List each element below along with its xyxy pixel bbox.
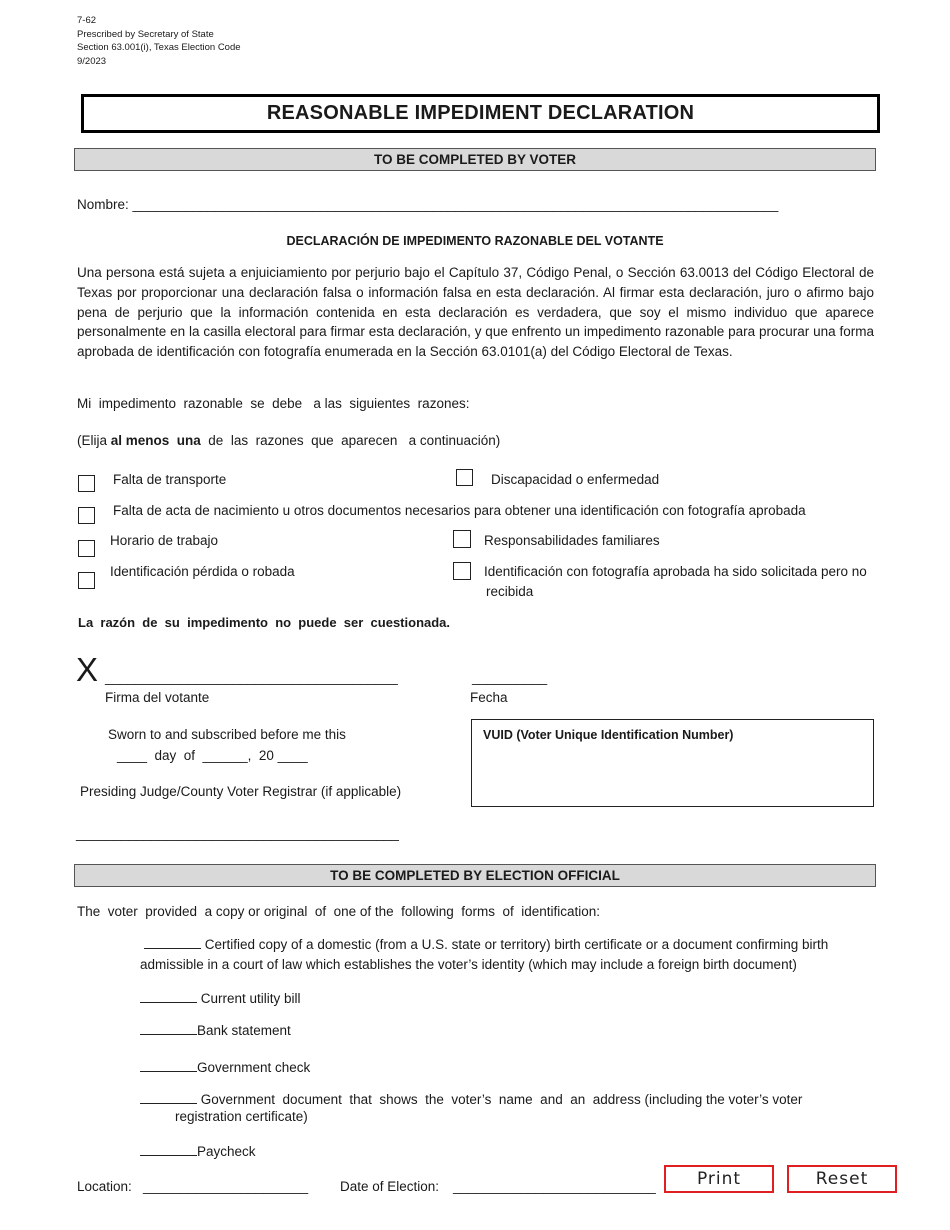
reason-disability-label: Discapacidad o enfermedad [491,472,660,487]
reason-id-applied-label: Identificación con fotografía aprobada ha sido solicitada pero no [484,564,867,579]
checkbox-lost-id[interactable] [78,572,95,589]
choose-instruction [77,433,500,448]
checkbox-transport[interactable] [78,475,95,492]
vuid-label: VUID (Voter Unique Identification Number) [483,728,734,742]
official-intro: The voter provided a copy or original of one of the following forms of identification: [77,904,601,919]
id-item-paycheck[interactable] [140,1142,880,1162]
declaration-heading: DECLARACIÓN DE IMPEDIMENTO RAZONABLE DEL VOTANTE [286,234,664,248]
id-item-government-document[interactable] [140,1090,880,1110]
name-row [77,197,778,212]
id-item-birth-certificate[interactable] [140,935,880,974]
id-bank-text: Bank statement [197,1023,291,1038]
choose-prefix: (Elija [77,433,111,448]
id-paycheck-blank[interactable] [140,1142,197,1156]
checkbox-disability[interactable] [456,469,473,486]
presiding-judge-signature[interactable]: ___________________________________________ [76,826,399,841]
reset-button[interactable]: Reset [787,1165,897,1193]
official-section-heading: TO BE COMPLETED BY ELECTION OFFICIAL [74,864,876,887]
checkbox-birth-certificate[interactable] [78,507,95,524]
id-check-blank[interactable] [140,1058,197,1072]
id-check-text: Government check [197,1060,311,1075]
reason-transport-label: Falta de transporte [113,472,227,487]
location-label: Location: [77,1179,132,1194]
id-govdoc-text: Government document that shows the voter’s name and an address (including the voter’s voter [200,1092,803,1107]
form-date: 9/2023 [77,55,107,67]
reason-id-applied-label-2: recibida [486,584,534,599]
prescribed-by: Prescribed by Secretary of State [77,28,214,40]
reason-family-label: Responsabilidades familiares [484,533,660,548]
signature-x: X [76,651,99,688]
checkbox-family[interactable] [453,530,471,548]
id-bank-blank[interactable] [140,1021,197,1035]
id-utility-text: Current utility bill [200,991,301,1006]
location-field[interactable]: ______________________ [143,1179,309,1194]
id-item-government-check[interactable] [140,1058,880,1078]
name-field[interactable]: ______________________________________________________________________________________ [132,197,779,212]
id-govdoc-blank[interactable] [140,1090,197,1104]
sworn-date-fields[interactable]: ____ day of ______, 20 ____ [117,748,308,763]
voter-section-heading: TO BE COMPLETED BY VOTER [74,148,876,171]
reason-intro: Mi impedimento razonable se debe a las siguientes razones: [77,396,470,411]
choose-suffix: de las razones que aparecen a continuación) [200,433,501,448]
date-label: Fecha [470,690,508,705]
id-govdoc-text-2: registration certificate) [175,1109,308,1124]
date-field[interactable]: __________ [472,670,548,685]
id-birth-blank[interactable] [144,935,201,949]
not-questioned-note: La razón de su impedimento no puede ser cuestionada. [78,615,451,630]
sworn-text: Sworn to and subscribed before me this [108,727,346,742]
reason-work-schedule-label: Horario de trabajo [110,533,219,548]
id-utility-blank[interactable] [140,989,197,1003]
signature-label: Firma del votante [105,690,210,705]
election-date-label: Date of Election: [340,1179,440,1194]
page-title: REASONABLE IMPEDIMENT DECLARATION [81,94,880,133]
vuid-box[interactable] [471,719,874,807]
declaration-text: Una persona está sujeta a enjuiciamiento por perjurio bajo el Capítulo 37, Código Penal, o Sección 63.0013 del Código Electoral de Texas por proporcionar una declaración falsa o información falsa en esta declaración. Al firmar esta declaración, juro o afirmo bajo pena de perjurio que la información contenida en esta declaración es verdadera, que soy el mismo individuo que aparece personalmente en la casilla electoral para firmar esta declaración, y que enfrento un impedimento razonable para procurar una forma aprobada de identificación con fotografía enumerada en la Sección 63.0101(a) del Código Electoral de Texas. [77,265,874,360]
form-meta [77,14,241,68]
signature-field[interactable]: _______________________________________ [105,670,398,685]
id-item-utility-bill[interactable] [140,989,880,1009]
reason-lost-id-label: Identificación pérdida o robada [110,564,295,579]
code-section: Section 63.001(i), Texas Election Code [77,42,241,53]
id-paycheck-text: Paycheck [197,1144,256,1159]
checkbox-work-schedule[interactable] [78,540,95,557]
reason-birth-certificate-label: Falta de acta de nacimiento u otros documentos necesarios para obtener una identificación con fotografía aprobada [113,503,806,518]
id-item-bank-statement[interactable] [140,1021,880,1041]
print-button[interactable]: Print [664,1165,774,1193]
presiding-judge-label: Presiding Judge/County Voter Registrar (if applicable) [80,784,402,799]
checkbox-id-applied[interactable] [453,562,471,580]
choose-bold: al menos una [110,433,201,448]
form-number: 7-62 [77,15,97,26]
id-birth-text: Certified copy of a domestic (from a U.S. state or territory) birth certificate or a document confirming birth admissible in a court of law which establishes the voter’s identity (which may include a foreign birth document) [140,937,829,972]
name-label: Nombre: [77,197,133,212]
election-date-field[interactable]: ___________________________ [453,1179,656,1194]
